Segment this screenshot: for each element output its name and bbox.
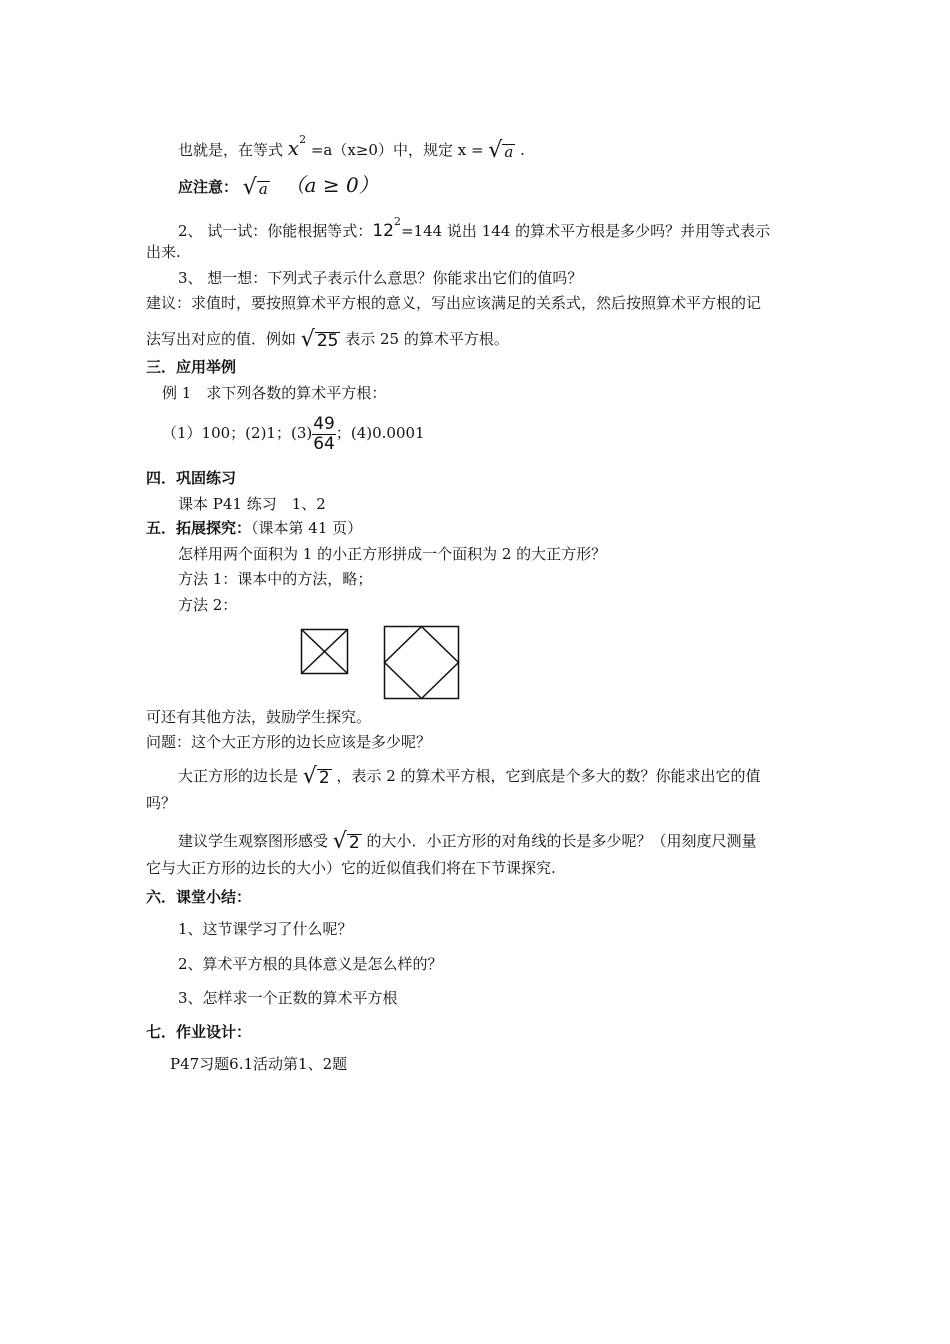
equation-line	[178, 135, 525, 163]
text: 的大小．小正方形的对角线的长是多少呢？（用刻度尺测量	[366, 832, 757, 850]
advice-line1: 建议：求值时，要按照算术平方根的意义，写出应该满足的关系式，然后按照算术平方根的记	[146, 294, 762, 312]
section-4-heading: 四．巩固练习	[146, 469, 237, 487]
homework-text: P47习题6.1活动第1、2题	[170, 1055, 348, 1073]
sqrt-2: √ 2	[302, 763, 330, 789]
side-length-line	[178, 765, 761, 789]
summary-item: 3、怎样求一个正数的算术平方根	[178, 989, 398, 1007]
numerator: 49	[313, 413, 335, 434]
text: ，表示 2 的算术平方根，它到底是个多大的数？你能求出它的值	[336, 767, 761, 785]
note-label: 应注意：	[178, 178, 239, 196]
try-item-cont: 出来.	[146, 243, 181, 261]
sqrt-2: √ 2	[332, 828, 360, 854]
sqrt-25: √ 25	[300, 326, 339, 352]
section-note: （课本第 41 页）	[251, 519, 363, 537]
radicand: 2	[318, 767, 330, 788]
summary-item: 2、算术平方根的具体意义是怎么样的？	[178, 955, 443, 973]
large-square-figure	[383, 625, 460, 700]
small-square-figure	[300, 628, 350, 676]
method-2: 方法 2：	[178, 596, 238, 614]
question-text: 问题：这个大正方形的边长应该是多少呢？	[146, 733, 432, 751]
method-1: 方法 1：课本中的方法，略；	[178, 570, 373, 588]
explore-question: 怎样用两个面积为 1 的小正方形拼成一个面积为 2 的大正方形？	[178, 545, 607, 563]
section-3-heading: 三．应用举例	[146, 358, 237, 376]
summary-item: 1、这节课学习了什么呢？	[178, 920, 353, 938]
section-title: 五．拓展探究：	[146, 519, 252, 537]
text: 法写出对应的值．例如	[146, 330, 297, 348]
text: （1）100；(2)1；(3)	[162, 424, 313, 442]
text: =144 说出 144 的算术平方根是多少吗？并用等式表示	[400, 222, 771, 240]
example-1: 例 1 求下列各数的算术平方根：	[162, 384, 387, 402]
radicand: a	[504, 142, 514, 161]
exponent: 2	[299, 133, 307, 146]
section-5-heading	[146, 517, 362, 539]
think-item: 3、 想一想：下列式子表示什么意思？你能求出它们的值吗？	[178, 269, 583, 287]
practice-text: 课本 P41 练习 1、2	[178, 495, 326, 513]
text: =a（x≥0）中，规定 x =	[310, 141, 484, 159]
text: 也就是，在等式	[178, 141, 284, 159]
text: .	[520, 141, 525, 159]
other-methods: 可还有其他方法，鼓励学生探究。	[146, 708, 372, 726]
sqrt-a: √ a	[242, 174, 268, 200]
var-x: x	[287, 136, 300, 160]
example-items	[162, 408, 425, 458]
radicand: 2	[348, 832, 360, 853]
text: 大正方形的边长是	[178, 767, 299, 785]
text: 2、 试一试：你能根据等式：	[178, 222, 373, 240]
try-item	[178, 216, 770, 242]
side-length-cont: 吗？	[146, 794, 177, 812]
advice-line2	[146, 328, 509, 352]
observe-cont: 它与大正方形的边长的大小）它的近似值我们将在下节课探究.	[146, 859, 556, 877]
sqrt-a: √ a	[488, 137, 514, 163]
condition: （a ≥ 0）	[284, 173, 379, 197]
section-7-heading: 七．作业设计：	[146, 1023, 252, 1041]
exponent: 2	[393, 215, 401, 228]
text: 表示 25 的算术平方根。	[345, 330, 509, 348]
radicand: a	[258, 179, 268, 198]
section-6-heading: 六．课堂小结：	[146, 888, 252, 906]
observe-line	[178, 830, 756, 854]
fraction-49-64	[312, 415, 336, 454]
text: ；(4)0.0001	[335, 424, 425, 442]
denominator: 64	[313, 433, 335, 454]
base: 12	[372, 221, 394, 241]
radicand: 25	[316, 330, 339, 351]
note-line	[178, 174, 379, 200]
text: 建议学生观察图形感受	[178, 832, 329, 850]
